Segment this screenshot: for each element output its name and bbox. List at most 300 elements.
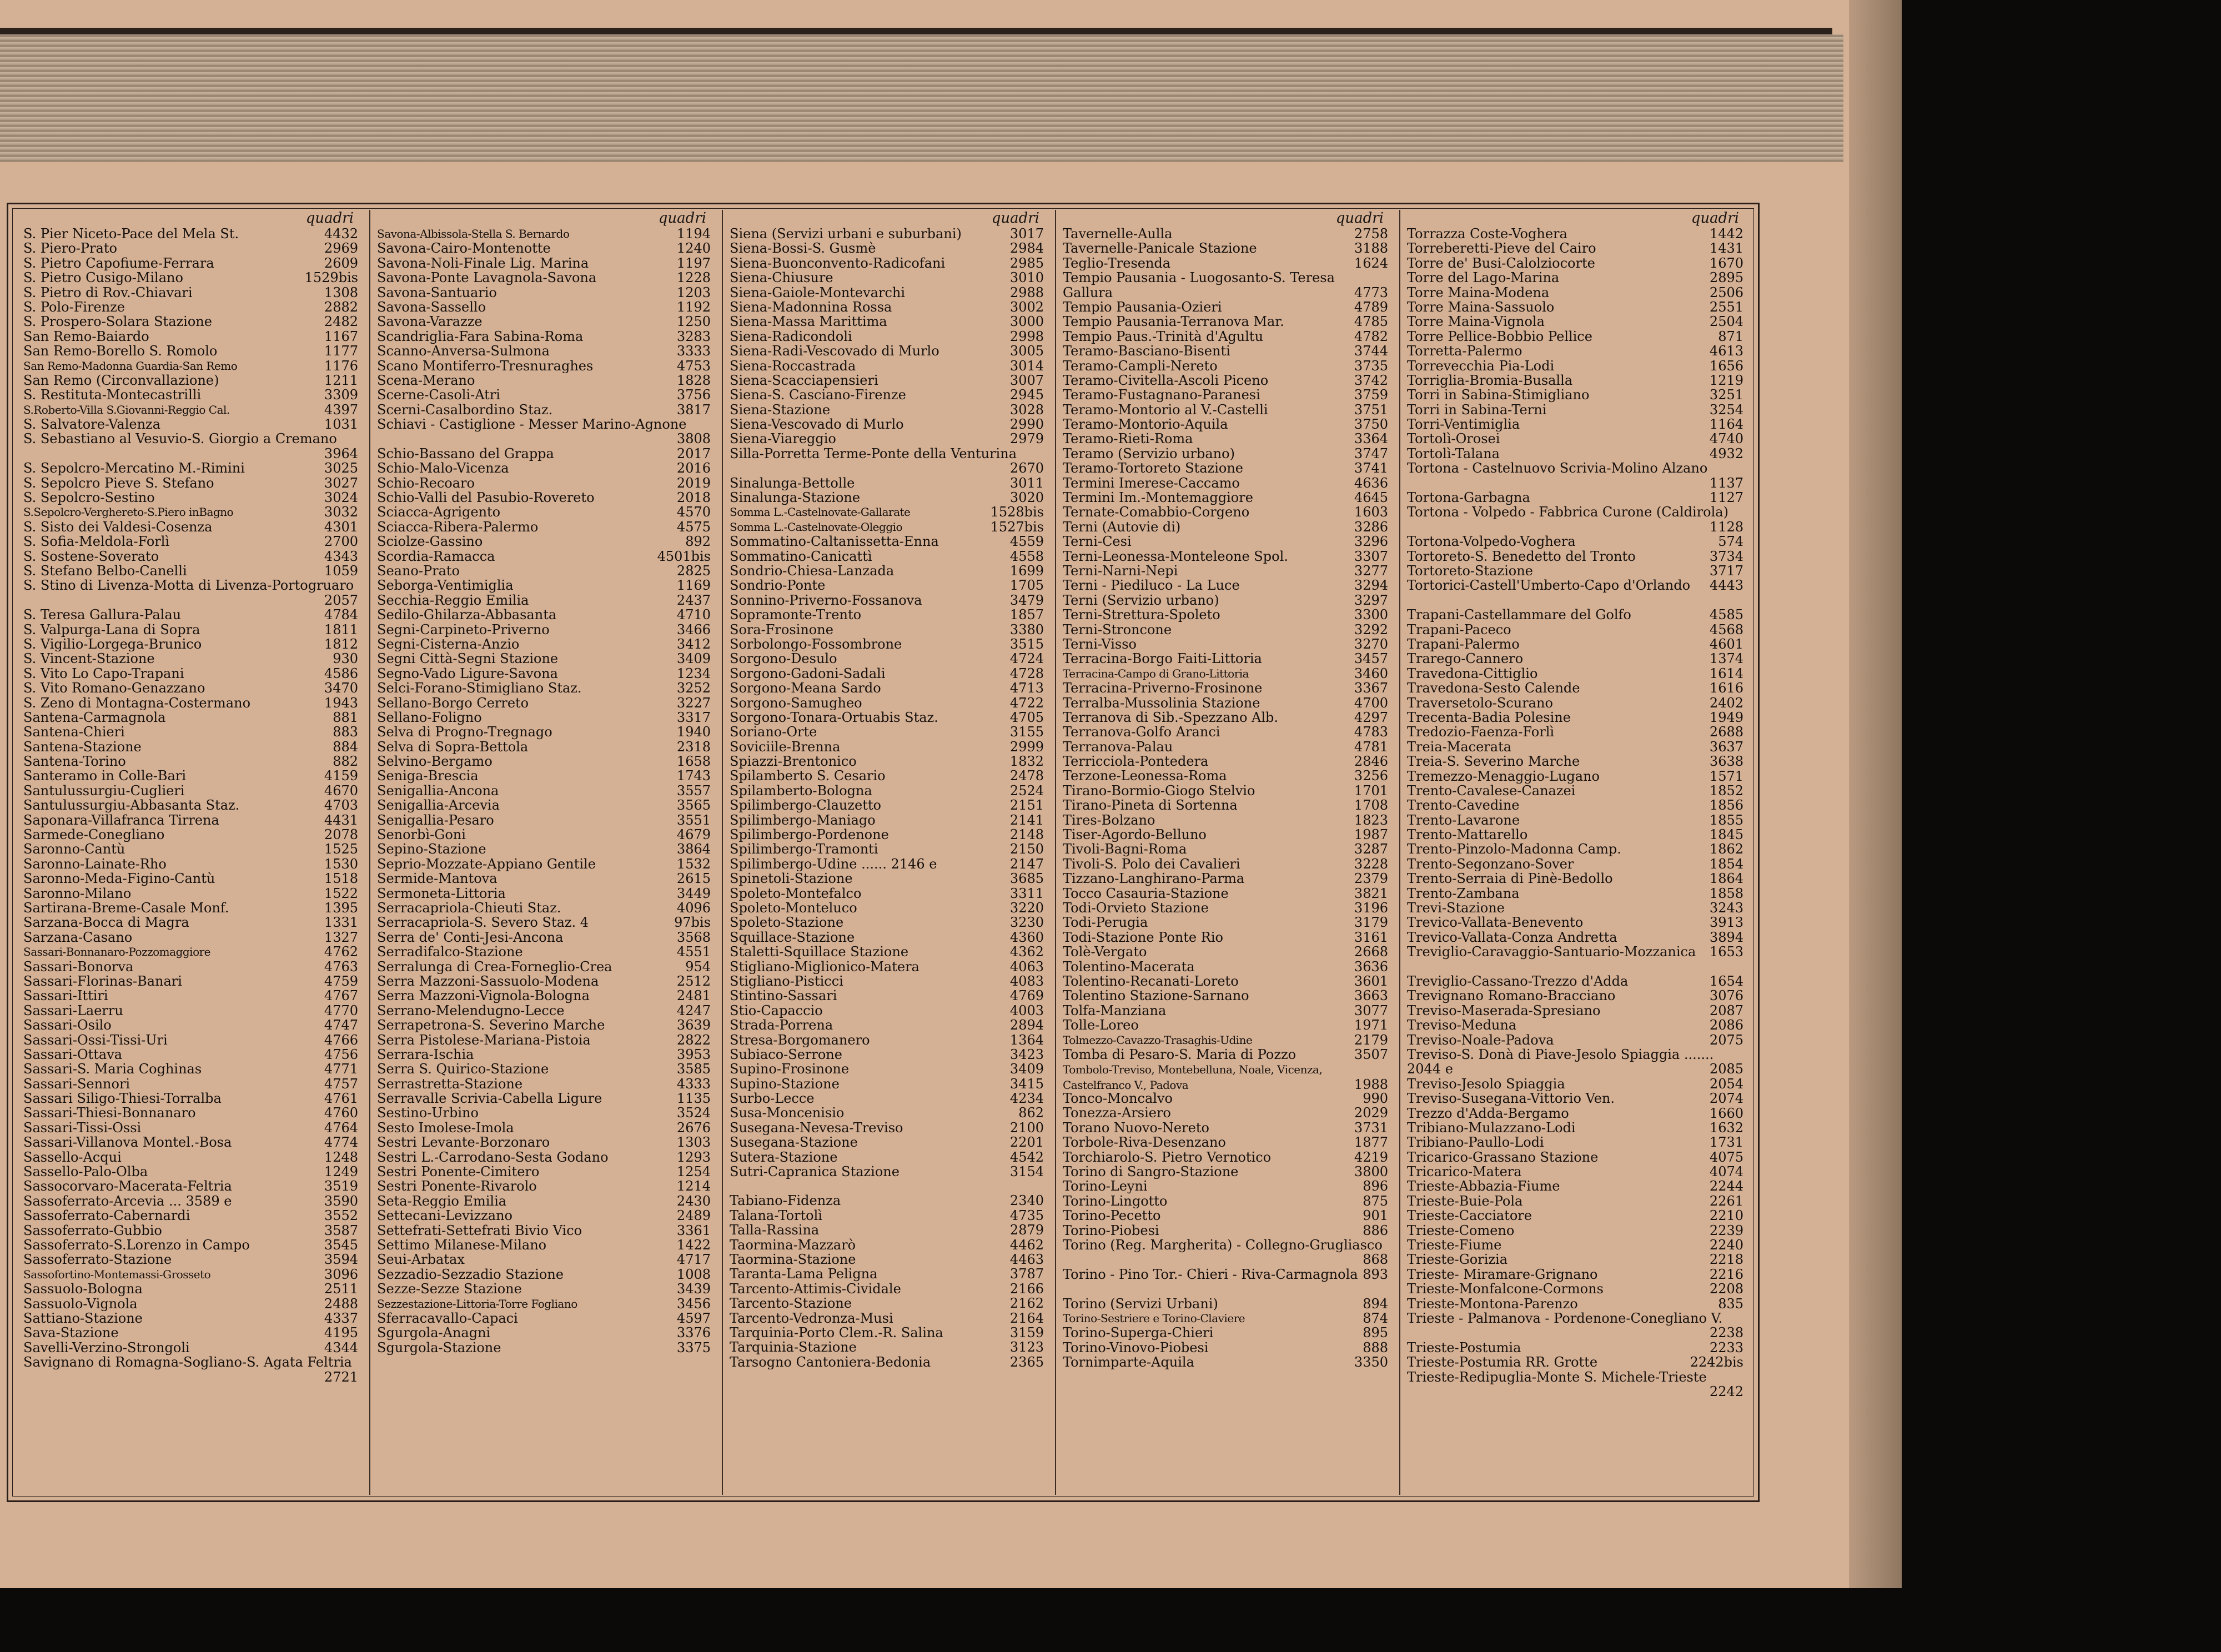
entry-number: 2670 [1009,460,1044,476]
entry-number: 3179 [1354,915,1388,930]
index-entry [1407,1106,1743,1121]
entry-route: Serra Mazzoni-Vignola-Bologna [377,988,590,1003]
entry-route: Saronno-Milano [23,886,132,901]
index-entry [377,1238,711,1252]
entry-number: 2141 [1009,812,1044,828]
entry-route: Soviciile-Brenna [730,739,841,755]
entry-number: 4397 [324,402,358,418]
index-entry [730,1003,1044,1018]
column-header: quadri [1335,210,1384,227]
entry-number: 1240 [676,241,711,256]
index-entry [1063,520,1388,534]
entry-number: 3585 [676,1062,711,1077]
entry-number: 3294 [1354,578,1388,593]
entry-number: 1743 [676,769,711,784]
index-entry [377,754,711,769]
index-entry [1407,901,1743,915]
index-entry [377,1208,711,1223]
index-entry [1407,1370,1743,1399]
entry-number: 1059 [324,564,358,579]
entry-route: Savona-Cairo-Montenotte [377,241,551,256]
entry-number: 3283 [676,329,711,344]
index-entry [1063,329,1388,344]
entry-number: 2233 [1709,1340,1743,1355]
entry-route: Torrevecchia Pia-Lodi [1407,358,1555,373]
index-entry [1063,901,1388,915]
index-entry [1407,256,1743,270]
entry-number: 2512 [676,973,711,989]
entry-number: 1249 [324,1164,358,1179]
entry-route: Sgurgola-Anagni [377,1325,491,1340]
entry-route: S. Vincent-Stazione [23,651,155,666]
entry-route: Selvino-Bergamo [377,754,493,769]
entry-number: 3744 [1354,344,1388,359]
index-entry [1407,1091,1743,1106]
entry-route: Settimo Milanese-Milano [377,1237,547,1253]
entry-route: Trevi-Stazione [1407,901,1505,916]
entry-number: 3277 [1354,564,1388,579]
index-entry [730,256,1044,270]
entry-route: Sezzestazione-Littoria-Torre Fogliano [377,1297,577,1310]
entry-number: 4333 [676,1076,711,1092]
entry-number: 1832 [1009,754,1044,769]
entry-route: Strada-Porrena [730,1018,833,1033]
index-entry [23,1194,358,1208]
entry-route: Tolentino-Recanati-Loreto [1063,973,1239,989]
entry-number: 882 [333,754,358,769]
index-entry [377,373,711,388]
entry-route: Scerni-Casalbordino Staz. [377,402,553,418]
index-entry [1407,871,1743,886]
index-entry [1407,813,1743,827]
index-entry [23,373,358,388]
index-entry [377,1282,711,1296]
entry-route: Tolè-Vergato [1063,945,1147,960]
entry-route: Sassoferrato-Stazione [23,1252,172,1267]
entry-route: S. Piero-Prato [23,241,117,256]
entry-number: 1194 [676,227,711,242]
entry-route: Serra S. Quirico-Stazione [377,1062,549,1077]
entry-route: San Remo-Borello S. Romolo [23,344,218,359]
entry-number: 3800 [1354,1164,1388,1179]
entry-route: Tempio Pausania - Luogosanto-S. Teresa Gallura [1063,270,1335,300]
entry-number: 3230 [1009,915,1044,930]
index-entry [1063,1135,1388,1149]
entry-number: 3011 [1009,475,1044,491]
index-entry [377,388,711,402]
entry-route: Saronno-Lainate-Rho [23,856,167,872]
index-entry [730,1267,1044,1281]
entry-number: 3717 [1709,564,1743,579]
entry-number: 2478 [1009,769,1044,784]
entry-number: 3524 [676,1106,711,1121]
entry-number: 1855 [1709,812,1743,828]
entry-number: 1364 [1009,1032,1044,1047]
entry-number: 881 [333,710,358,725]
entry-number: 4770 [324,1003,358,1018]
entry-number: 4003 [1009,1003,1044,1018]
entry-route: S.Sepolcro-Verghereto-S.Piero inBagno [23,505,234,519]
index-entry [377,637,711,651]
index-entry [730,827,1044,842]
index-entry [1407,915,1743,930]
index-entry [377,725,711,739]
entry-route: Sarmede-Conegliano [23,827,165,842]
index-entry [730,886,1044,901]
entry-route: Senorbì-Goni [377,827,466,842]
entry-number: 2676 [676,1120,711,1136]
entry-route: Trieste-Postumia [1407,1340,1521,1355]
entry-route: Seui-Arbatax [377,1252,465,1267]
entry-route: Siena-S. Casciano-Firenze [730,388,906,403]
entry-number: 4558 [1009,549,1044,564]
entry-route: Treviso-Meduna [1407,1018,1517,1033]
entry-number: 1214 [676,1179,711,1194]
entry-route: S. Prospero-Solara Stazione [23,314,212,329]
entry-route: Spilamberto S. Cesario [730,769,886,784]
entry-route: Scano Montiferro-Tresnuraghes [377,358,594,373]
entry-route: Tredozio-Faenza-Forlì [1407,725,1555,740]
entry-number: 3817 [676,402,711,418]
index-entry [23,1311,358,1325]
index-entry [1063,314,1388,329]
entry-number: 3751 [1354,402,1388,418]
entry-number: 901 [1363,1208,1388,1223]
index-entry [1063,915,1388,930]
entry-route: Teglio-Tresenda [1063,255,1171,271]
index-entry [1063,637,1388,651]
entry-route: Tavernelle-Aulla [1063,227,1173,242]
entry-route: Tortoreto-Stazione [1407,564,1533,579]
entry-number: 3507 [1354,1047,1388,1062]
entry-route: Terranova-Golfo Aranci [1063,725,1220,740]
entry-route: Trieste-Comeno [1407,1223,1515,1238]
entry-number: 3227 [676,695,711,710]
index-entry [1063,534,1388,549]
index-column [1055,210,1394,1495]
index-entry [23,256,358,270]
entry-route: Siena-Scacciapensieri [730,373,878,388]
entry-number: 4195 [324,1325,358,1340]
index-entry [377,1340,711,1355]
entry-number: 1854 [1709,856,1743,872]
entry-route: Sassari-Tissi-Ossi [23,1120,142,1136]
index-entry [1407,534,1743,549]
entry-route: Sava-Stazione [23,1325,119,1340]
entry-route: Tempio Paus.-Trinità d'Agultu [1063,329,1264,344]
entry-number: 1211 [324,373,358,388]
entry-number: 1442 [1709,227,1743,242]
entry-number: 3594 [324,1252,358,1267]
entry-route: Savona-Santuario [377,285,497,300]
entry-number: 4724 [1009,651,1044,666]
entry-route: Trieste-Gorizia [1407,1252,1508,1267]
index-entry [1063,1062,1388,1091]
entry-route: Sorgono-Meana Sardo [730,681,881,696]
index-entry [1407,227,1743,241]
entry-number: 2506 [1709,285,1743,300]
entry-route: Torri-Ventimiglia [1407,417,1520,432]
entry-number: 2100 [1009,1120,1044,1136]
entry-route: Siena-Stazione [730,402,831,418]
entry-number: 4585 [1709,607,1743,622]
index-entry [1063,1033,1388,1047]
entry-route: Spoleto-Montefalco [730,886,862,901]
index-entry [377,227,711,241]
entry-route: Teramo-Montorio-Aquila [1063,417,1228,432]
entry-number: 97bis [674,915,711,930]
entry-route: Taranta-Lama Peligna [730,1267,878,1282]
entry-route: San Remo-Madonna Guardia-San Remo [23,359,238,373]
entry-number: 4431 [324,812,358,828]
entry-route: Sassoferrato-Arcevia ... 3589 e [23,1193,232,1209]
entry-number: 4586 [324,666,358,681]
entry-route: Travedona-Sesto Calende [1407,681,1580,696]
entry-number: 2218 [1709,1252,1743,1267]
index-entry [377,696,711,710]
entry-route: Siena-Chiusure [730,270,833,285]
entry-route: Torbole-Riva-Desenzano [1063,1135,1226,1150]
index-entry [730,769,1044,783]
entry-route: Treviso-Noale-Padova [1407,1032,1554,1047]
entry-route: Tires-Bolzano [1063,812,1155,828]
index-entry [1407,784,1743,798]
entry-number: 3287 [1354,842,1388,857]
entry-route: Silla-Porretta Terme-Ponte della Venturina [730,446,1017,461]
entry-route: Scena-Merano [377,373,475,388]
entry-route: Senigallia-Arcevia [377,798,500,813]
index-column [722,210,1049,1495]
entry-number: 3636 [1354,959,1388,974]
index-entry [1063,974,1388,988]
index-entry [1063,754,1388,769]
entry-number: 4747 [324,1018,358,1033]
entry-number: 3364 [1354,431,1388,446]
entry-route: Torino-Sestriere e Torino-Claviere [1063,1311,1245,1325]
index-entry [23,403,358,417]
index-entry [1063,1340,1388,1355]
entry-number: 895 [1363,1325,1388,1340]
index-entry [377,827,711,842]
entry-number: 868 [1363,1252,1388,1267]
entry-number: 871 [1718,329,1743,344]
entry-route: S. Salvatore-Valenza [23,417,160,432]
entry-number: 3028 [1009,402,1044,418]
entry-number: 875 [1363,1193,1388,1209]
entry-route: Tabiano-Fidenza [730,1193,841,1208]
entry-number: 2210 [1709,1208,1743,1223]
index-entry [377,1223,711,1238]
entry-number: 3380 [1009,622,1044,637]
index-entry [1063,359,1388,373]
entry-route: Sondrio-Ponte [730,578,826,593]
index-entry [1407,930,1743,945]
index-entry [1063,1091,1388,1106]
entry-number: 2075 [1709,1032,1743,1047]
entry-route: Sestino-Urbino [377,1106,479,1121]
entry-number: 4301 [324,519,358,535]
entry-number: 4159 [324,769,358,784]
index-column [1399,210,1749,1495]
entry-route: Sferracavallo-Capaci [377,1310,518,1326]
entry-route: Treviso-S. Donà di Piave-Jesolo Spiaggia ....... 2044 e [1407,1047,1714,1077]
entry-route: Travedona-Cittiglio [1407,666,1538,681]
entry-number: 3747 [1354,446,1388,461]
index-entry [377,1062,711,1076]
index-entry [23,915,358,930]
index-entry [1407,285,1743,300]
entry-route: Schio-Recoaro [377,475,475,491]
index-entry [377,1150,711,1164]
entry-route: Tivoli-Bagni-Roma [1063,842,1187,857]
entry-number: 1603 [1354,505,1388,520]
entry-number: 3466 [676,622,711,637]
index-entry [377,1106,711,1120]
index-entry [1407,666,1743,681]
index-entry [23,344,358,358]
entry-route: Schio-Malo-Vicenza [377,461,509,476]
index-entry [730,725,1044,739]
entry-route: Terracina-Borgo Faiti-Littoria [1063,651,1262,666]
entry-number: 3759 [1354,388,1388,403]
entry-route: Trecenta-Badia Polesine [1407,710,1571,725]
entry-route: Terni-Leonessa-Monteleone Spol. [1063,549,1288,564]
entry-route: Terralba-Mussolinia Stazione [1063,695,1260,710]
entry-route: Saronno-Meda-Figino-Cantù [23,871,215,886]
entry-number: 3409 [1009,1062,1044,1077]
index-entry [730,607,1044,622]
entry-number: 2979 [1009,431,1044,446]
index-entry [377,285,711,300]
index-entry [1063,1047,1388,1062]
entry-route: Tonezza-Arsiero [1063,1106,1171,1121]
entry-number: 3296 [1354,534,1388,549]
entry-number: 4360 [1009,930,1044,945]
index-entry [730,1062,1044,1076]
entry-number: 4096 [676,900,711,916]
entry-number: 2990 [1009,417,1044,432]
entry-route: Taormina-Stazione [730,1252,856,1267]
entry-number: 2150 [1009,842,1044,857]
entry-number: 3375 [676,1340,711,1355]
index-entry [1063,930,1388,945]
index-entry [1407,740,1743,754]
index-entry [730,329,1044,344]
entry-route: Soriano-Orte [730,725,817,740]
index-entry [377,960,711,974]
entry-number: 4700 [1354,695,1388,710]
index-entry [1407,988,1743,1003]
entry-number: 2029 [1354,1106,1388,1121]
entry-route: Siena (Servizi urbani e suburbani) [730,227,962,242]
entry-number: 4753 [676,358,711,373]
entry-number: 2151 [1009,798,1044,813]
index-entry [730,285,1044,300]
index-entry [1407,1194,1743,1208]
entry-route: Torriglia-Bromia-Busalla [1407,373,1573,388]
entry-number: 1971 [1354,1018,1388,1033]
entry-number: 4766 [324,1032,358,1047]
entry-number: 4568 [1709,622,1743,637]
entry-route: Santena-Torino [23,754,126,769]
index-entry [1407,622,1743,637]
entry-number: 3894 [1709,930,1743,945]
index-entry [23,564,358,578]
index-entry [377,871,711,886]
entry-number: 1654 [1709,973,1743,989]
index-entry [730,564,1044,578]
entry-number: 2201 [1009,1135,1044,1150]
index-entry [377,1267,711,1282]
entry-number: 1616 [1709,681,1743,696]
entry-route: Trevignano Romano-Bracciano [1407,988,1616,1003]
index-entry [23,622,358,637]
entry-route: Trezzo d'Adda-Bergamo [1407,1106,1569,1121]
index-entry [1063,300,1388,314]
entry-route: Tirano-Pineta di Sortenna [1063,798,1238,813]
entry-number: 3020 [1009,490,1044,505]
entry-route: Sellano-Foligno [377,710,482,725]
index-entry [730,666,1044,681]
entry-route: Santulussurgiu-Cuglieri [23,783,185,799]
entry-route: Stintino-Sassari [730,988,837,1003]
entry-number: 2054 [1709,1076,1743,1092]
index-entry [730,505,1044,519]
entry-number: 1250 [676,314,711,329]
index-entry [23,1106,358,1120]
entry-number: 2019 [676,475,711,491]
index-entry [730,578,1044,592]
index-entry [377,1164,711,1179]
index-entry [730,842,1044,856]
entry-route: Trieste-Redipuglia-Monte S. Michele-Trieste [1407,1369,1707,1385]
index-entry [1407,681,1743,695]
index-entry [1063,886,1388,901]
entry-route: Terni (Autovie di) [1063,519,1181,535]
entry-number: 4362 [1009,945,1044,960]
entry-route: Spoleto-Monteluco [730,900,857,916]
entry-route: Sassari-Ittiri [23,988,108,1003]
entry-number: 3456 [676,1296,711,1311]
entry-route: Sedilo-Ghilarza-Abbasanta [377,607,557,622]
entry-number: 4783 [1354,725,1388,740]
entry-number: 1327 [324,930,358,945]
entry-number: 3228 [1354,856,1388,872]
index-entry [1063,1208,1388,1223]
entry-route: Trento-Pinzolo-Madonna Camp. [1407,842,1621,857]
index-entry [1063,813,1388,827]
index-entry [1063,1121,1388,1135]
entry-route: Todi-Perugia [1063,915,1148,930]
entry-number: 3032 [324,505,358,520]
index-entry [23,490,358,505]
entry-number: 2238 [1709,1325,1743,1340]
entry-number: 1374 [1709,651,1743,666]
index-entry [730,637,1044,651]
entry-route: Santeramo in Colle-Bari [23,769,187,784]
entry-route: Siena-Massa Marittima [730,314,887,329]
entry-number: 4782 [1354,329,1388,344]
index-entry [730,960,1044,974]
index-entry [23,1003,358,1018]
entry-number: 2318 [676,739,711,755]
entry-number: 3076 [1709,988,1743,1003]
entry-route: Tricarico-Matera [1407,1164,1522,1179]
entry-number: 1658 [676,754,711,769]
entry-number: 3731 [1354,1120,1388,1136]
entry-number: 2700 [324,534,358,549]
entry-number: 2437 [676,592,711,608]
